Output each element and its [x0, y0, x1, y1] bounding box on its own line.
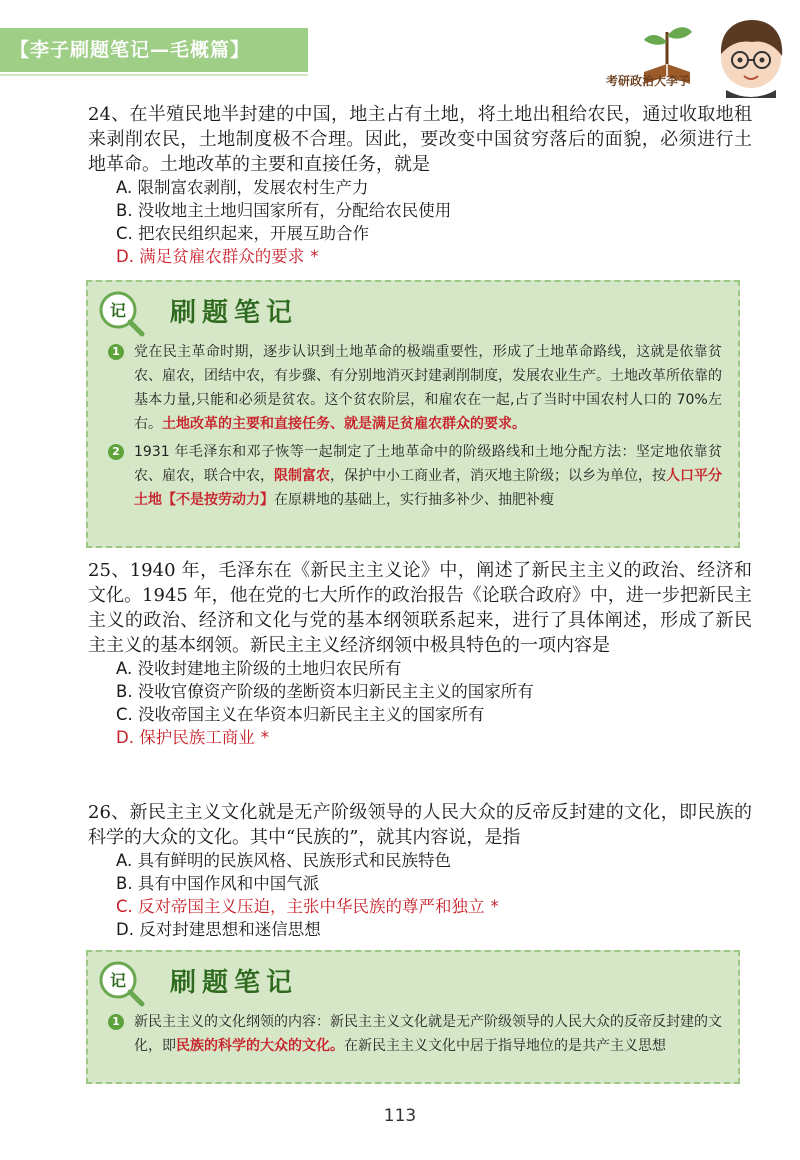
option-c: C. 没收帝国主义在华资本归新民主主义的国家所有 — [116, 705, 485, 724]
magnifier-note-icon — [94, 958, 146, 1008]
question-text: 26、新民主主义文化就是无产阶级领导的人民大众的反帝反封建的文化，即民族的科学的大众的文化。其中“民族的”，就其内容说，是指 — [88, 802, 753, 848]
bullet-number: 1 — [108, 344, 124, 360]
question-24 — [88, 102, 752, 269]
option-c: C. 把农民组织起来，开展互助合作 — [116, 224, 370, 243]
note-item-1: 1 新民主主义的文化纲领的内容：新民主主义文化就是无产阶级领导的人民大众的反帝反封建的文化，即民族的科学的大众的文化。在新民主主义文化中居于指导地位的是共产主义思想 — [88, 1010, 738, 1058]
note-highlight: 土地改革的主要和直接任务、就是满足贫雇农群众的要求。 — [162, 416, 526, 432]
option-a: A. 具有鲜明的民族风格、民族形式和民族特色 — [116, 851, 451, 870]
option-d-correct: D. 满足贫雇农群众的要求 * — [116, 247, 319, 266]
header-title: 【李子刷题笔记—毛概篇】 — [0, 28, 308, 72]
option-d-correct: D. 保护民族工商业 * — [116, 728, 269, 747]
correct-star: * — [490, 897, 499, 916]
option-list — [116, 658, 752, 750]
question-26 — [88, 800, 752, 942]
note-highlight: 人口平分土地【不是按劳动力】 — [134, 468, 722, 508]
bullet-number: 1 — [108, 1014, 124, 1030]
bullet-number: 2 — [108, 444, 124, 460]
cartoon-avatar-icon — [712, 14, 790, 98]
note-title: 刷题笔记 — [170, 968, 299, 998]
page-number: 113 — [383, 1106, 417, 1126]
option-list — [116, 177, 752, 269]
note-highlight: 限制富农 — [274, 468, 330, 484]
option-c-correct: C. 反对帝国主义压迫，主张中华民族的尊严和独立 * — [116, 897, 499, 916]
option-d: D. 反对封建思想和迷信思想 — [116, 920, 321, 939]
option-b: B. 具有中国作风和中国气派 — [116, 874, 320, 893]
correct-star: * — [310, 247, 319, 266]
note-item-1: 1 党在民主革命时期，逐步认识到土地革命的极端重要性，形成了土地革命路线，这就是依靠贫农、雇农，团结中农，有步骤、有分别地消灭封建剥削制度，发展农业生产。土地改革所依靠的基本力量,只能和必须是贫农。这个贫农阶层，和雇农在一起,占了当时中国农村人口的 70%左右。土地改革的主要和直接任务、就是满足贫雇农群众的要求。 — [88, 340, 738, 436]
question-text: 24、在半殖民地半封建的中国，地主占有土地，将土地出租给农民，通过收取地租来剥削农民，土地制度极不合理。因此，要改变中国贫穷落后的面貌，必须进行土地革命。土地改革的主要和直接任务，就是 — [88, 104, 753, 175]
svg-text:记: 记 — [109, 301, 127, 320]
logo-text: 考研政治大李子 — [606, 74, 691, 88]
option-a: A. 没收封建地主阶级的土地归农民所有 — [116, 659, 402, 678]
option-b: B. 没收地主土地归国家所有，分配给农民使用 — [116, 201, 452, 220]
question-25 — [88, 558, 752, 750]
option-b: B. 没收官僚资产阶级的垄断资本归新民主主义的国家所有 — [116, 682, 534, 701]
option-list — [116, 850, 752, 942]
note-item-2: 2 1931 年毛泽东和邓子恢等一起制定了土地革命中的阶级路线和土地分配方法：坚定地依靠贫农、雇农，联合中农，限制富农，保护中小工商业者，消灭地主阶级；以乡为单位，按人口平分土地【不是按劳动力】在原耕地的基础上，实行抽多补少、抽肥补瘦 — [88, 440, 738, 512]
magnifier-note-icon — [94, 288, 146, 338]
option-a: A. 限制富农剥削，发展农村生产力 — [116, 178, 369, 197]
note-title: 刷题笔记 — [170, 298, 299, 328]
header-underline — [0, 74, 308, 76]
question-text: 25、1940 年，毛泽东在《新民主主义论》中，阐述了新民主主义的政治、经济和文化。1945 年，他在党的七大所作的政治报告《论联合政府》中，进一步把新民主主义的政治、经济和文化与党的基本纲领联系起来，进行了具体阐述，形成了新民主主义的基本纲领。新民主主义经济纲领中极具特色的一项内容是 — [88, 560, 753, 656]
note-box-2 — [86, 950, 740, 1084]
correct-star: * — [260, 728, 269, 747]
note-box-1 — [86, 280, 740, 548]
note-highlight: 民族的科学的大众的文化。 — [176, 1038, 344, 1054]
svg-text:记: 记 — [109, 971, 127, 990]
